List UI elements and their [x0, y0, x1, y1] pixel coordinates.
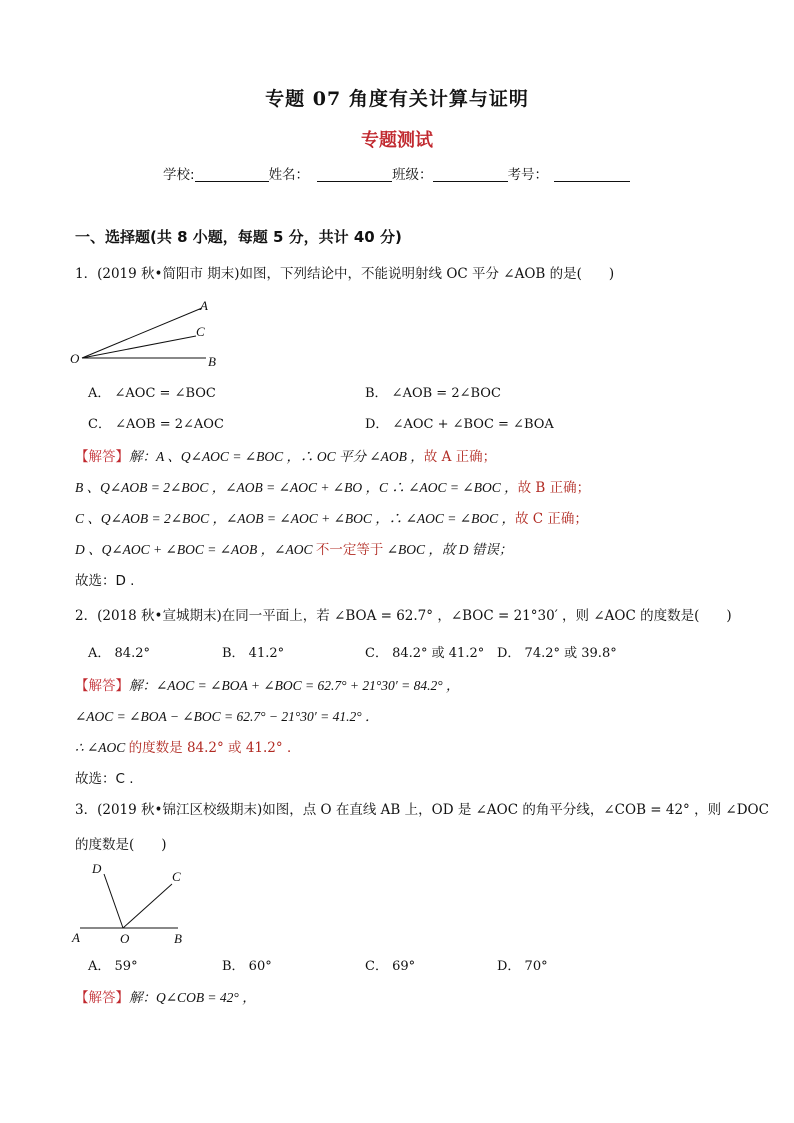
- q2-solution-line1: [75, 674, 460, 694]
- q3-option-c[interactable]: C． 69°: [365, 959, 416, 974]
- q3-option-d[interactable]: D． 70°: [497, 959, 548, 974]
- label-b: B: [174, 931, 182, 946]
- ray-oc: [82, 336, 196, 358]
- q2-stem: 2．(2018 秋•宣城期末)在同一平面上，若 ∠BOA = 62.7° ，∠BOC = 21°30′ ，则 ∠AOC 的度数是( ): [75, 608, 732, 624]
- q1-option-c[interactable]: C． ∠AOB = 2∠AOC: [88, 417, 224, 432]
- q1-sol-conclusion: 故 B 正确；: [517, 480, 591, 496]
- q1-option-a[interactable]: A． ∠AOC = ∠BOC: [88, 386, 216, 401]
- q2-choice: 故选：C .: [75, 771, 134, 787]
- q1-sol-highlight: 不一定等于: [315, 542, 384, 558]
- name-label: 姓名：: [268, 167, 310, 183]
- answer-tag: 【解答】: [75, 990, 129, 1006]
- q1-option-b[interactable]: B． ∠AOB = 2∠BOC: [365, 386, 501, 401]
- q2-option-d[interactable]: D． 74.2° 或 39.8°: [497, 646, 617, 661]
- exam-no-blank[interactable]: [554, 167, 630, 182]
- label-a: A: [72, 930, 80, 945]
- q1-sol-conclusion: 故 A 正确；: [423, 449, 497, 465]
- q3-option-a[interactable]: A． 59°: [88, 959, 138, 974]
- q1-sol-text: 解：A 、Q∠AOC = ∠BOC ，∴ OC 平分 ∠AOB ，: [129, 449, 424, 464]
- label-o: O: [70, 351, 80, 366]
- ray-oa: [82, 308, 202, 358]
- q1-sol-text: D 、Q∠AOC + ∠BOC = ∠AOB ，∠AOC: [75, 542, 316, 557]
- q3-stem-line1: 3．(2019 秋•锦江区校级期末)如图，点 O 在直线 AB 上，OD 是 ∠AOC 的角平分线，∠COB = 42° ，则 ∠DOC: [75, 802, 769, 818]
- exam-no-label: 考号：: [507, 167, 549, 183]
- q3-solution-line1: [75, 986, 256, 1006]
- student-info-line: [163, 163, 630, 183]
- q3-figure: [66, 856, 196, 948]
- school-blank[interactable]: [195, 167, 269, 182]
- page-subtitle: 专题测试: [361, 130, 433, 151]
- label-c: C: [196, 324, 205, 339]
- section-heading: 一、选择题(共 8 小题，每题 5 分，共计 40 分): [75, 228, 402, 246]
- q1-stem: 1．(2019 秋•简阳市 期末)如图，下列结论中，不能说明射线 OC 平分 ∠AOB 的是( ): [75, 266, 615, 282]
- q1-solution-line3: [75, 507, 588, 527]
- class-blank[interactable]: [433, 167, 508, 182]
- q2-option-a[interactable]: A． 84.2°: [88, 646, 150, 661]
- class-label: 班级：: [392, 167, 433, 183]
- label-d: D: [92, 861, 102, 876]
- q3-sol-text: 解：Q∠COB = 42° ，: [129, 990, 256, 1005]
- q1-choice: 故选：D .: [75, 573, 135, 589]
- label-a: A: [200, 298, 208, 313]
- label-c: C: [172, 869, 181, 884]
- q2-sol-conclusion: 的度数是 84.2° 或 41.2° ．: [128, 740, 301, 756]
- q1-sol-text: C 、Q∠AOB = 2∠BOC ，∠AOB = ∠AOC + ∠BOC ，∴ ∠AOC = ∠BOC ，: [75, 511, 515, 526]
- q1-solution-line1: [75, 445, 496, 465]
- name-blank[interactable]: [317, 167, 392, 182]
- answer-tag: 【解答】: [75, 449, 129, 465]
- q1-solution-line2: [75, 476, 590, 496]
- answer-tag: 【解答】: [75, 678, 129, 694]
- q1-sol-conclusion: 故 C 正确；: [514, 511, 588, 527]
- label-o: O: [120, 931, 130, 946]
- q3-stem-line2: 的度数是( ): [75, 837, 167, 853]
- page-title: 专题 07 角度有关计算与证明: [265, 88, 529, 110]
- q2-option-c[interactable]: C． 84.2° 或 41.2°: [365, 646, 485, 661]
- school-label: 学校:: [163, 167, 195, 183]
- ray-oc: [123, 884, 172, 928]
- q3-option-b[interactable]: B． 60°: [222, 959, 272, 974]
- q1-figure: [66, 296, 226, 368]
- q2-solution-line2: ∠AOC = ∠BOA − ∠BOC = 62.7° − 21°30′ = 41.2° ．: [75, 709, 379, 724]
- q2-option-b[interactable]: B． 41.2°: [222, 646, 285, 661]
- q1-sol-text: B 、Q∠AOB = 2∠BOC ，∠AOB = ∠AOC + ∠BO ，C ∴ ∠AOC = ∠BOC ，: [75, 480, 518, 495]
- q1-solution-line4: [75, 538, 512, 558]
- q2-sol-text: 解：∠AOC = ∠BOA + ∠BOC = 62.7° + 21°30′ = 84.2° ，: [129, 678, 460, 693]
- ray-od: [104, 874, 123, 928]
- q1-option-d[interactable]: D． ∠AOC + ∠BOC = ∠BOA: [365, 417, 554, 432]
- q2-sol-text: ∴ ∠AOC: [75, 740, 129, 755]
- q2-solution-line3: [75, 736, 300, 756]
- q1-sol-text: ∠BOC ，故 D 错误；: [383, 542, 513, 557]
- label-b: B: [208, 354, 216, 368]
